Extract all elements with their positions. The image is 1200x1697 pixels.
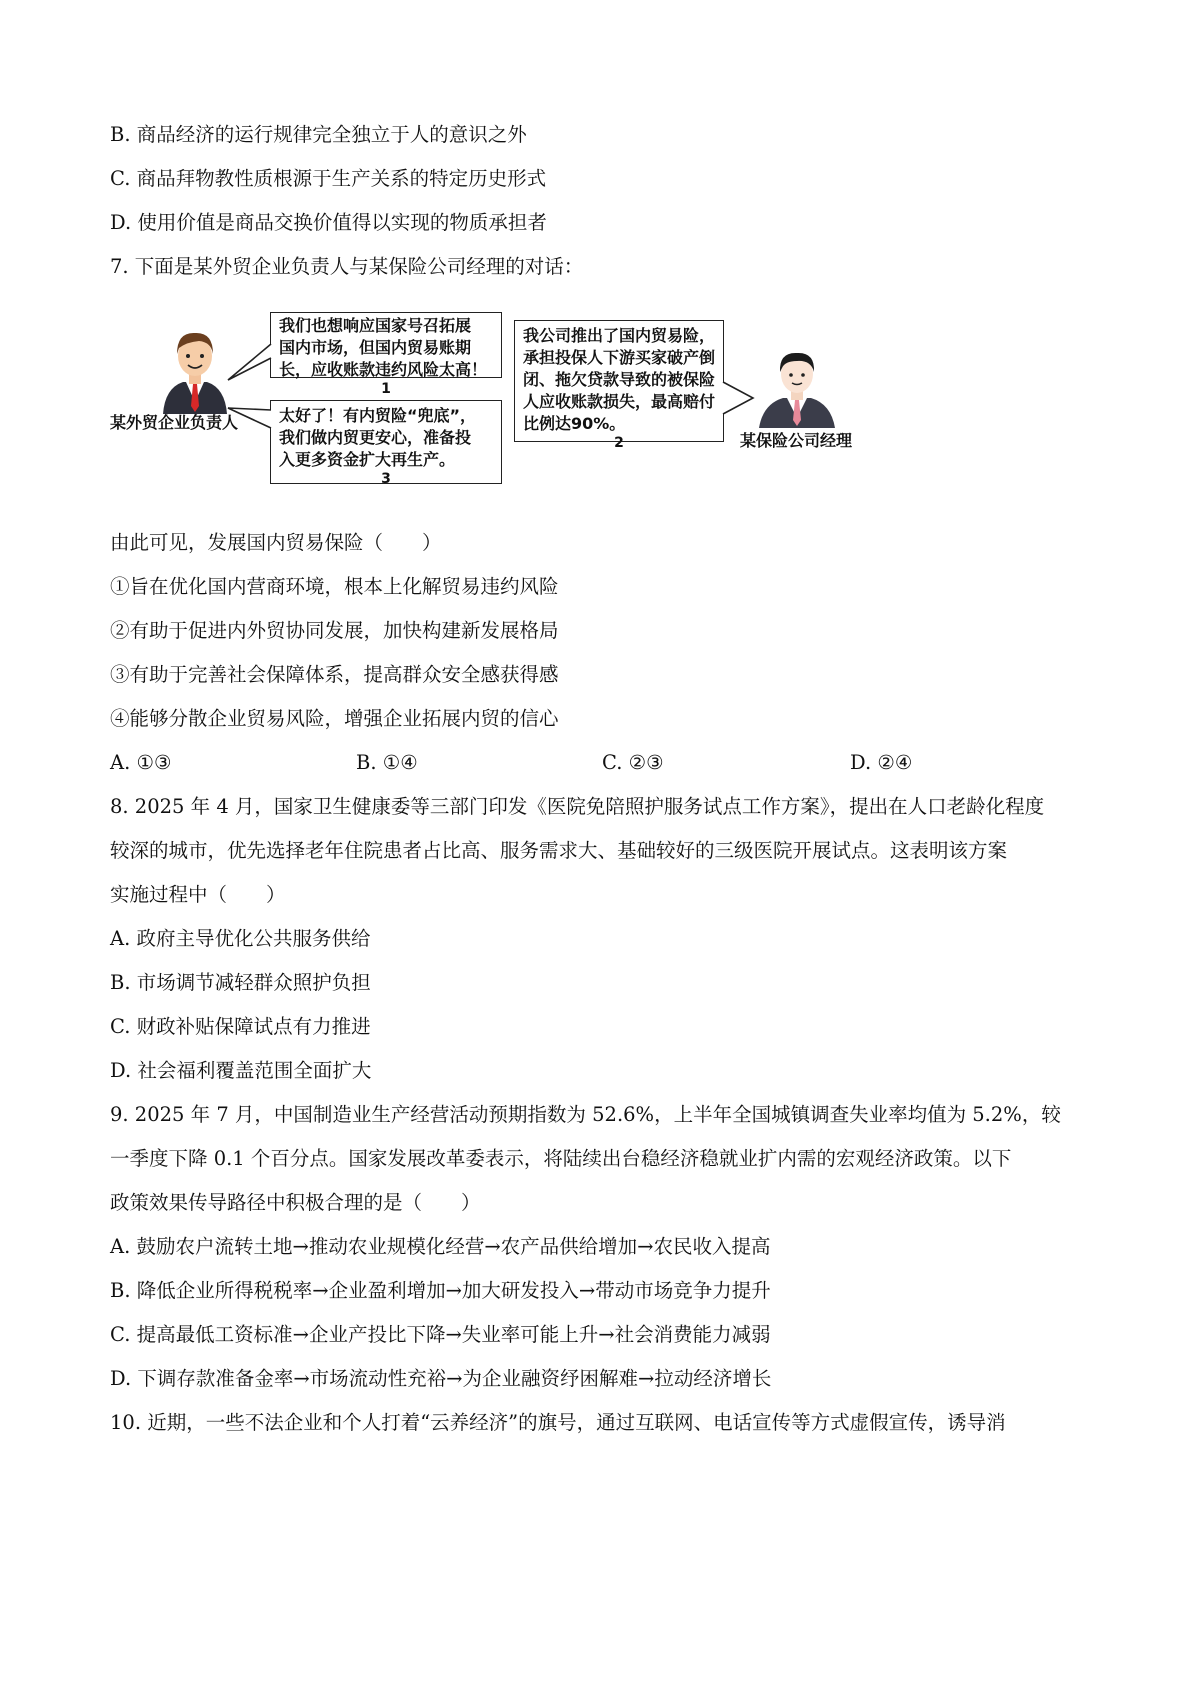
- bubble-1-line-3: 长，应收账款违约风险太高！: [279, 360, 488, 379]
- q7-option-a: A. ①③: [110, 751, 172, 774]
- q8-option-b: B. 市场调节减轻群众照护负担: [110, 971, 371, 994]
- bubble-3-tail: [228, 404, 272, 434]
- q8-option-a: A. 政府主导优化公共服务供给: [110, 927, 371, 950]
- q9-option-a: A. 鼓励农户流转土地→推动农业规模化经营→农产品供给增加→农民收入提高: [110, 1235, 771, 1258]
- bubble-1-line-2: 国内市场，但国内贸易账期: [279, 338, 472, 357]
- q7-statement-1: ①旨在优化国内营商环境，根本上化解贸易违约风险: [110, 575, 559, 598]
- q9-option-d: D. 下调存款准备金率→市场流动性充裕→为企业融资纾困解难→拉动经济增长: [110, 1367, 772, 1390]
- business-manager-avatar: [155, 326, 235, 414]
- bubble-2-number: 2: [614, 435, 624, 451]
- q7-question: 由此可见，发展国内贸易保险（ ）: [110, 531, 442, 554]
- q7-option-c: C. ②③: [602, 751, 664, 774]
- bubble-3-line-3: 入更多资金扩大再生产。: [279, 450, 456, 469]
- q9-line-1: 9. 2025 年 7 月，中国制造业生产经营活动预期指数为 52.6%，上半年全国城镇调查失业率均值为 5.2%，较: [110, 1103, 1061, 1126]
- bubble-1-number: 1: [381, 381, 391, 397]
- q8-option-c: C. 财政补贴保障试点有力推进: [110, 1015, 371, 1038]
- bubble-2-line-2: 承担投保人下游买家破产倒: [523, 348, 716, 367]
- bubble-3-line-1: 太好了！有内贸险“兜底”，: [279, 406, 477, 425]
- q7-option-b: B. ①④: [356, 751, 418, 774]
- q9-line-3: 政策效果传导路径中积极合理的是（ ）: [110, 1191, 481, 1214]
- speech-bubble-2: [514, 320, 724, 451]
- q8-line-3: 实施过程中（ ）: [110, 883, 286, 906]
- q7-statement-3: ③有助于完善社会保障体系，提高群众安全感获得感: [110, 663, 559, 686]
- bubble-1-tail: [228, 344, 272, 382]
- q7-option-d: D. ②④: [850, 751, 913, 774]
- q9-line-2: 一季度下降 0.1 个百分点。国家发展改革委表示，将陆续出台稳经济稳就业扩内需的宏观经济政策。以下: [110, 1147, 1012, 1170]
- q9-option-c: C. 提高最低工资标准→企业产投比下降→失业率可能上升→社会消费能力减弱: [110, 1323, 771, 1346]
- q9-option-b: B. 降低企业所得税税率→企业盈利增加→加大研发投入→带动市场竞争力提升: [110, 1279, 771, 1302]
- q8-line-2: 较深的城市，优先选择老年住院患者占比高、服务需求大、基础较好的三级医院开展试点。这表明该方案: [110, 839, 1008, 862]
- q7-statement-4: ④能够分散企业贸易风险，增强企业拓展内贸的信心: [110, 707, 559, 730]
- q6-option-d: D. 使用价值是商品交换价值得以实现的物质承担者: [110, 211, 547, 234]
- q8-option-d: D. 社会福利覆盖范围全面扩大: [110, 1059, 372, 1082]
- bubble-2-line-4: 人应收账款损失，最高赔付: [523, 392, 716, 411]
- q10-line-1: 10. 近期，一些不法企业和个人打着“云养经济”的旗号，通过互联网、电话宣传等方式虚假宣传，诱导消: [110, 1411, 1006, 1434]
- bubble-2-line-5: 比例达90%。: [523, 414, 626, 433]
- bubble-1-line-1: 我们也想响应国家号召拓展: [279, 316, 472, 335]
- speech-bubble-1: [270, 312, 502, 397]
- bubble-3-line-2: 我们做内贸更安心，准备投: [279, 428, 472, 447]
- insurance-manager-avatar: [755, 350, 839, 428]
- speech-bubble-3: [270, 400, 502, 487]
- q8-line-1: 8. 2025 年 4 月，国家卫生健康委等三部门印发《医院免陪照护服务试点工作方案》，提出在人口老龄化程度: [110, 795, 1045, 818]
- dialogue-figure: [110, 312, 950, 534]
- bubble-2-line-1: 我公司推出了国内贸易险，: [523, 326, 716, 345]
- q6-option-c: C. 商品拜物教性质根源于生产关系的特定历史形式: [110, 167, 547, 190]
- q7-statement-2: ②有助于促进内外贸协同发展，加快构建新发展格局: [110, 619, 559, 642]
- q7-stem: 7. 下面是某外贸企业负责人与某保险公司经理的对话：: [110, 255, 584, 278]
- bubble-2-tail: [723, 382, 755, 416]
- person-right-caption: 某保险公司经理: [740, 431, 853, 450]
- q6-option-b: B. 商品经济的运行规律完全独立于人的意识之外: [110, 123, 527, 146]
- bubble-2-line-3: 闭、拖欠贷款导致的被保险: [523, 370, 716, 389]
- bubble-3-number: 3: [381, 471, 391, 487]
- person-left-caption: 某外贸企业负责人: [110, 413, 239, 432]
